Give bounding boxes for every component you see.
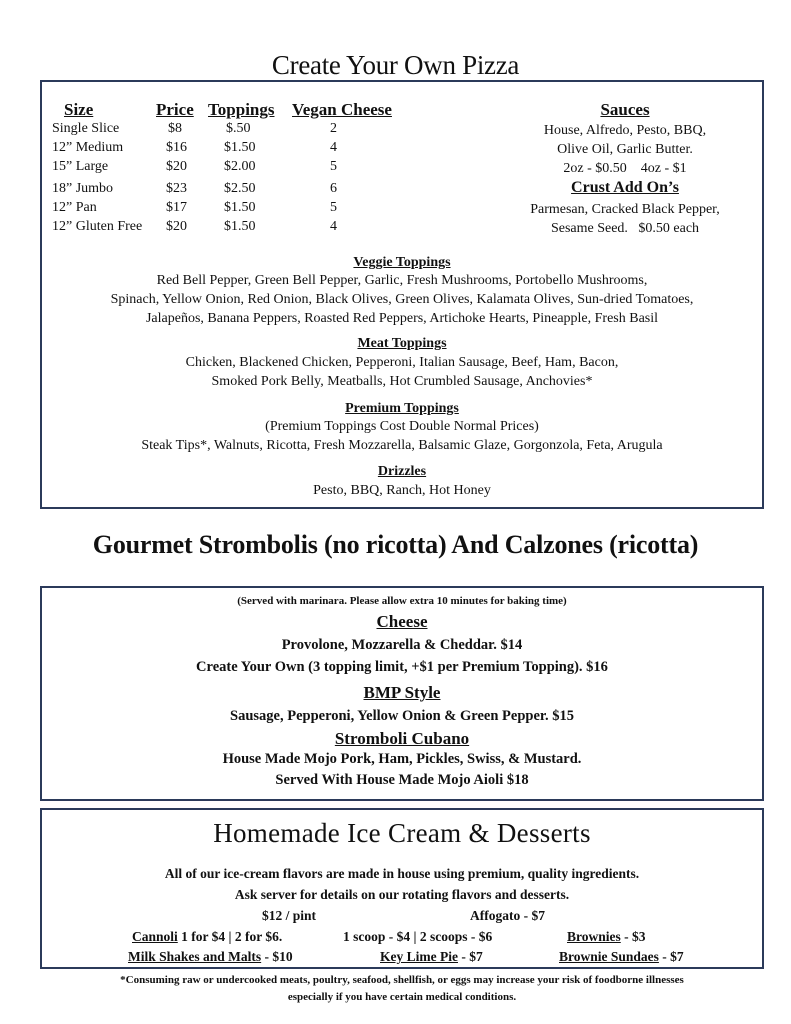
key-lime-label: Key Lime Pie (380, 949, 458, 964)
stromboli-note: (Served with marinara. Please allow extra 10 minutes for baking time) (237, 595, 567, 607)
toppings-header: Toppings (208, 100, 275, 119)
premium-toppings-heading: Premium Toppings (345, 401, 459, 416)
stromboli-title: Gourmet Strombolis (no ricotta) And Calzones (ricotta) (92, 530, 699, 559)
vegan-cheese-header: Vegan Cheese (292, 100, 392, 119)
premium-line: (Premium Toppings Cost Double Normal Prices) (265, 419, 539, 434)
brownies-item (567, 929, 646, 945)
meat-toppings-heading: Meat Toppings (357, 336, 447, 351)
key-lime-item (380, 949, 483, 965)
milk-shakes-price: - $10 (261, 949, 293, 964)
cubano-line: House Made Mojo Pork, Ham, Pickles, Swiss, & Mustard. (222, 751, 582, 767)
price-header: Price (156, 100, 194, 119)
veggie-line: Spinach, Yellow Onion, Red Onion, Black Olives, Green Olives, Kalamata Olives, Sun-dried Tomatoes, (110, 292, 694, 307)
meat-line: Chicken, Blackened Chicken, Pepperoni, Italian Sausage, Beef, Ham, Bacon, (185, 355, 619, 370)
milk-shakes-item (128, 949, 293, 965)
crust-line: Sesame Seed. $0.50 each (550, 221, 700, 236)
cubano-heading: Stromboli Cubano (334, 729, 470, 748)
affogato-price: Affogato - $7 (470, 908, 545, 923)
desserts-intro-line: Ask server for details on our rotating flavors and desserts. (234, 887, 570, 902)
bmp-line: Sausage, Pepperoni, Yellow Onion & Green Pepper. $15 (230, 708, 574, 724)
crust-heading: Crust Add On’s (571, 179, 679, 196)
veggie-line: Red Bell Pepper, Green Bell Pepper, Garlic, Fresh Mushrooms, Portobello Mushrooms, (156, 273, 648, 288)
sauces-heading: Sauces (600, 100, 650, 119)
sauces-line: 2oz - $0.50 4oz - $1 (563, 161, 687, 176)
sauces-line: House, Alfredo, Pesto, BBQ, (543, 123, 707, 138)
size-header: Size (64, 100, 94, 119)
key-lime-price: - $7 (457, 949, 483, 964)
brownie-sundaes-label: Brownie Sundaes (559, 949, 659, 964)
brownie-sundaes-item (559, 949, 684, 965)
sauces-line: Olive Oil, Garlic Butter. (557, 142, 693, 157)
drizzles-line: Pesto, BBQ, Ranch, Hot Honey (313, 483, 491, 498)
cubano-line: Served With House Made Mojo Aioli $18 (275, 772, 529, 788)
pint-price: $12 / pint (262, 908, 317, 923)
premium-line: Steak Tips*, Walnuts, Ricotta, Fresh Mozzarella, Balsamic Glaze, Gorgonzola, Feta, Arugula (141, 438, 663, 453)
bmp-heading: BMP Style (363, 683, 441, 702)
brownies-price: - $3 (620, 929, 646, 944)
pizza-title: Create Your Own Pizza (271, 50, 520, 80)
meat-line: Smoked Pork Belly, Meatballs, Hot Crumbled Sausage, Anchovies* (211, 374, 593, 389)
milk-shakes-label: Milk Shakes and Malts (128, 949, 262, 964)
cannoli-price: 1 for $4 | 2 for $6. (177, 929, 283, 944)
drizzles-heading: Drizzles (377, 464, 427, 479)
cheese-heading: Cheese (376, 612, 428, 631)
cannoli-item (132, 929, 282, 945)
scoops-price: 1 scoop - $4 | 2 scoops - $6 (343, 929, 493, 944)
cheese-line: Provolone, Mozzarella & Cheddar. $14 (281, 637, 523, 653)
crust-line: Parmesan, Cracked Black Pepper, (530, 202, 720, 217)
brownies-label: Brownies (567, 929, 621, 944)
cheese-line: Create Your Own (3 topping limit, +$1 per Premium Topping). $16 (196, 659, 608, 675)
brownie-sundaes-price: - $7 (658, 949, 684, 964)
footnote-line: *Consuming raw or undercooked meats, poultry, seafood, shellfish, or eggs may increase your risk of foodborne illnesses (120, 974, 684, 986)
veggie-toppings-heading: Veggie Toppings (353, 255, 451, 270)
desserts-title: Homemade Ice Cream & Desserts (213, 818, 591, 848)
veggie-line: Jalapeños, Banana Peppers, Roasted Red Peppers, Artichoke Hearts, Pineapple, Fresh Basil (145, 311, 659, 326)
footnote-line: especially if you have certain medical conditions. (287, 991, 517, 1003)
desserts-intro-line: All of our ice-cream flavors are made in house using premium, quality ingredients. (164, 866, 640, 881)
cannoli-label: Cannoli (132, 929, 178, 944)
